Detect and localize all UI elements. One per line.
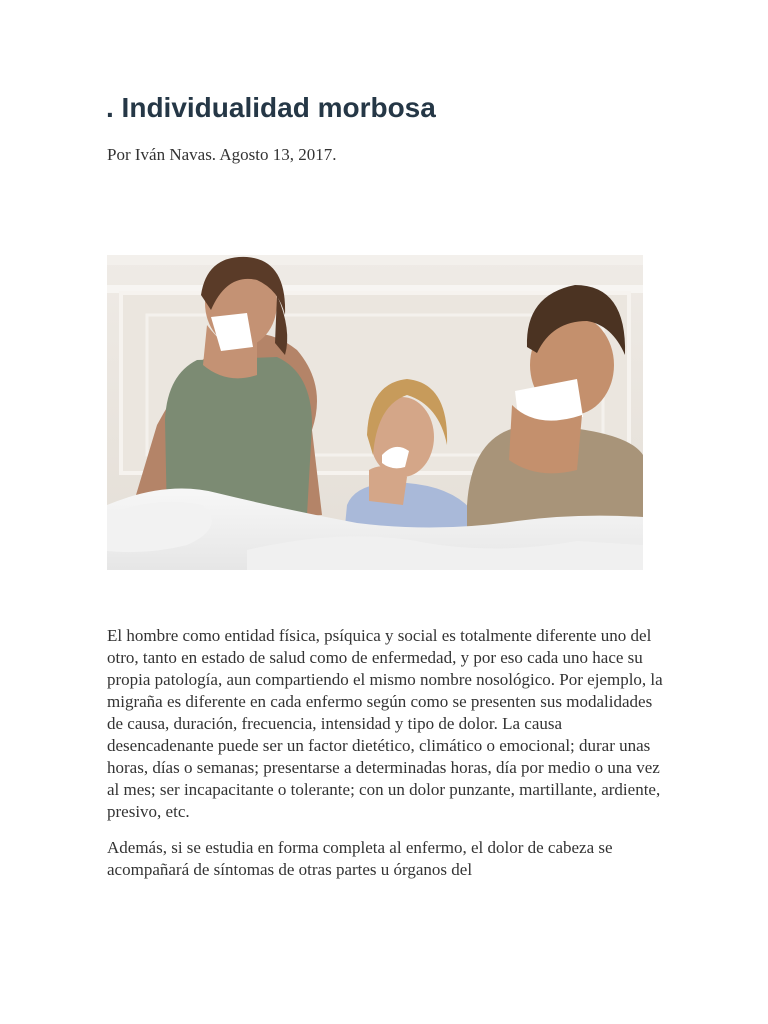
sick-family-illustration — [107, 255, 643, 570]
article-title: . Individualidad morbosa — [106, 92, 436, 123]
paragraph-1: El hombre como entidad física, psíquica y social es totalmente diferente uno del otro, tanto en estado de salud como de enfermedad, y por eso cada uno hace su propia patología, aun compartiendo el mismo nombre nosológico. Por ejemplo, la migraña es diferente en cada enfermo según como se presenten sus modalidades de causa, duración, frecuencia, intensidad y tipo de dolor. La causa desencadenante puede ser un factor dietético, climático o emocional; durar unas horas, días o semanas; presentarse a determinadas horas, día por medio o una vez al mes; ser incapacitante o tolerante; con un dolor punzante, martillante, ardiente, presivo, etc. — [107, 626, 663, 821]
article-body — [107, 625, 663, 895]
paragraph-2: Además, si se estudia en forma completa al enfermo, el dolor de cabeza se acompañará de síntomas de otras partes u órganos del — [107, 838, 613, 879]
article-byline: Por Iván Navas. Agosto 13, 2017. — [107, 145, 337, 164]
article-photo — [107, 255, 643, 570]
